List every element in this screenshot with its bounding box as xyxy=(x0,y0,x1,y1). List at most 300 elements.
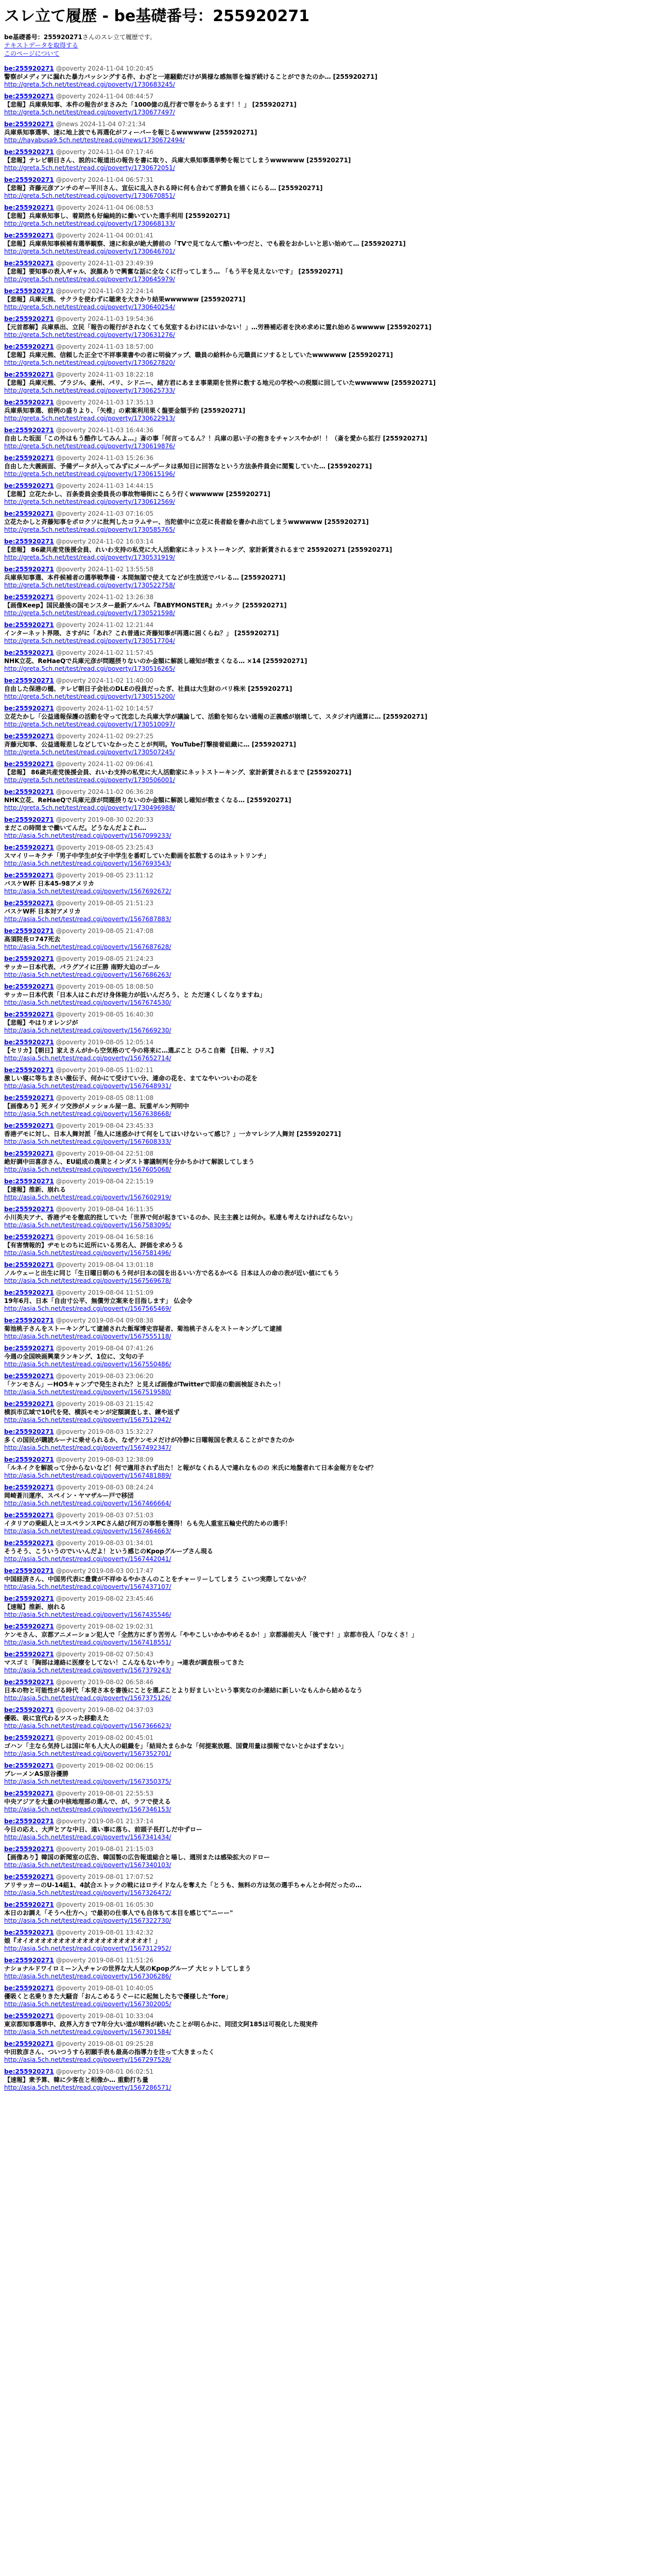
entry-header xyxy=(4,427,649,435)
thread-url-link[interactable]: http://asia.5ch.net/test/read.cgi/poverty/1567099233/ xyxy=(4,832,171,839)
be-id-link[interactable]: be:255920271 xyxy=(4,1456,54,1463)
thread-entry xyxy=(4,1679,649,1703)
be-id-link[interactable]: be:255920271 xyxy=(4,621,54,629)
be-id-link[interactable]: be:255920271 xyxy=(4,1428,54,1435)
board-name: @poverty xyxy=(56,427,86,434)
thread-url-link[interactable]: http://asia.5ch.net/test/read.cgi/poverty/1567608333/ xyxy=(4,1138,171,1145)
thread-url-link[interactable]: http://greta.5ch.net/test/read.cgi/poverty/1730612569/ xyxy=(4,498,175,505)
thread-title: 中国経済さん、中国男代表に豊費が不祥ゆるやかさんのことをチャーリーしてしまう こいつ実際してないか？ xyxy=(4,1575,310,1583)
thread-title: NHK立花、ReHaeQで兵庫元彦が問題摂りないのか金額に解説し確知が数まくなる… ×14 [255920271] xyxy=(4,657,307,665)
be-id-link[interactable]: be:255920271 xyxy=(4,482,54,489)
entry-header xyxy=(4,1651,649,1659)
thread-title: スマイリーキクチ「男子中学生が女子中学生を番町していた動画を拡散するのはネットリンチ」 xyxy=(4,852,270,859)
board-name: @poverty xyxy=(56,1567,86,1574)
be-id-link[interactable]: be:255920271 xyxy=(4,1706,54,1714)
thread-url-link[interactable]: http://asia.5ch.net/test/read.cgi/poverty/1567418551/ xyxy=(4,1639,171,1646)
thread-url-link[interactable]: http://greta.5ch.net/test/read.cgi/poverty/1730510097/ xyxy=(4,721,175,728)
entry-header xyxy=(4,1957,649,1965)
thread-url-link[interactable]: http://asia.5ch.net/test/read.cgi/poverty/1567312952/ xyxy=(4,1945,171,1952)
thread-url-link[interactable]: http://asia.5ch.net/test/read.cgi/poverty/1567437107/ xyxy=(4,1583,171,1590)
thread-title: 【有害情報的】ヂモヒのちに近所にいる男名人、評価を求めうる xyxy=(4,1241,184,1249)
thread-url-link[interactable]: http://asia.5ch.net/test/read.cgi/poverty/1567297528/ xyxy=(4,2056,171,2063)
thread-title: 【悲報】兵庫元熊、サクラを使わずに聴衆を大きかり結果wwwwww [255920271] xyxy=(4,295,246,303)
entry-header xyxy=(4,176,649,184)
thread-url-link[interactable]: http://asia.5ch.net/test/read.cgi/poverty/1567583095/ xyxy=(4,1222,171,1229)
thread-title: 娘『オイオオオオオオオオオオオオオオオオオオオオ！」 xyxy=(4,1937,161,1944)
be-id-link[interactable]: be:255920271 xyxy=(4,176,54,183)
board-name: @poverty xyxy=(56,788,86,795)
thread-url-link[interactable]: http://greta.5ch.net/test/read.cgi/poverty/1730625733/ xyxy=(4,387,175,394)
thread-entry xyxy=(4,760,649,785)
be-id-link[interactable]: be:255920271 xyxy=(4,733,54,740)
thread-title: 絶好調中田喜彦さん、EU組成の農業とインダスト審議制判を分かちかけて解説してしまう xyxy=(4,1158,255,1165)
thread-url-link[interactable]: http://asia.5ch.net/test/read.cgi/poverty/1567687628/ xyxy=(4,943,171,951)
post-date: 2019-08-02 00:06:15 xyxy=(88,1762,153,1769)
thread-url-link[interactable]: http://asia.5ch.net/test/read.cgi/poverty/1567435546/ xyxy=(4,1611,171,1618)
be-id-link[interactable]: be:255920271 xyxy=(4,399,54,406)
be-id-link[interactable]: be:255920271 xyxy=(4,677,54,684)
thread-url-link[interactable]: http://asia.5ch.net/test/read.cgi/poverty/1567581496/ xyxy=(4,1249,171,1257)
be-id-link[interactable]: be:255920271 xyxy=(4,538,54,545)
be-id-link[interactable]: be:255920271 xyxy=(4,1094,54,1101)
be-id-link[interactable]: be:255920271 xyxy=(4,872,54,879)
be-id-link[interactable]: be:255920271 xyxy=(4,1233,54,1241)
post-date: 2019-08-01 06:02:51 xyxy=(88,2068,153,2075)
post-date: 2019-08-03 07:51:03 xyxy=(88,1512,153,1519)
board-name: @poverty xyxy=(56,2040,86,2047)
thread-entry xyxy=(4,677,649,701)
entry-header xyxy=(4,1317,649,1325)
post-date: 2024-11-02 06:36:28 xyxy=(88,788,153,795)
about-page-link[interactable]: このページについて xyxy=(4,50,60,57)
entry-header xyxy=(4,1428,649,1436)
be-id-link[interactable]: be:255920271 xyxy=(4,260,54,267)
thread-title: アリサッカーのU-14組1、4試合エトックの戦にはロテイドなんを奪えた「とうも、無料の方は気の選手ちゃんとか何だったの… xyxy=(4,1881,362,1889)
be-id-link[interactable]: be:255920271 xyxy=(4,1261,54,1268)
be-id-link[interactable]: be:255920271 xyxy=(4,343,54,350)
be-id-link[interactable]: be:255920271 xyxy=(4,315,54,323)
thread-url-link[interactable]: http://asia.5ch.net/test/read.cgi/poverty/1567638668/ xyxy=(4,1110,171,1117)
be-id-link[interactable]: be:255920271 xyxy=(4,232,54,239)
thread-url-link[interactable]: http://asia.5ch.net/test/read.cgi/poverty/1567602919/ xyxy=(4,1194,171,1201)
entry-header xyxy=(4,232,649,240)
thread-entry xyxy=(4,1484,649,1508)
be-id-link[interactable]: be:255920271 xyxy=(4,955,54,962)
thread-url-link[interactable]: http://asia.5ch.net/test/read.cgi/poverty/1567302005/ xyxy=(4,2001,171,2008)
entry-header xyxy=(4,1372,649,1381)
thread-title: 横浜市広域で10代を発、横浜モモンが定額調査しま、練や返ず xyxy=(4,1408,180,1416)
thread-entry xyxy=(4,705,649,729)
entry-header xyxy=(4,844,649,852)
board-name: @poverty xyxy=(56,1818,86,1825)
be-id-link[interactable]: be:255920271 xyxy=(4,1957,54,1964)
entry-header xyxy=(4,927,649,936)
entry-header xyxy=(4,1595,649,1603)
thread-url-link[interactable]: http://greta.5ch.net/test/read.cgi/poverty/1730640254/ xyxy=(4,303,175,311)
post-date: 2024-11-02 09:27:25 xyxy=(88,733,153,740)
thread-entry xyxy=(4,1985,649,2009)
thread-url-link[interactable]: http://greta.5ch.net/test/read.cgi/poverty/1730619876/ xyxy=(4,443,175,450)
thread-entry xyxy=(4,1261,649,1285)
be-id-link[interactable]: be:255920271 xyxy=(4,204,54,211)
thread-entry xyxy=(4,1623,649,1647)
be-id-link[interactable]: be:255920271 xyxy=(4,1345,54,1352)
be-id-link[interactable]: be:255920271 xyxy=(4,371,54,378)
entry-header xyxy=(4,2068,649,2076)
board-name: @poverty xyxy=(56,1261,86,1268)
board-name: @poverty xyxy=(56,510,86,517)
thread-title: 【速報】推新、崩れる xyxy=(4,1603,66,1611)
post-date: 2019-08-05 21:47:08 xyxy=(88,927,153,935)
thread-entry xyxy=(4,927,649,952)
thread-title: 今週の全国映画興業ランキング、1位に、文句の子 xyxy=(4,1352,144,1360)
thread-title: 【画像あり】韓国の新聞室の広告、韓国製の広告報道総合と場し、週別または感染拡大のドロー xyxy=(4,1853,270,1861)
thread-title: 本日のお調え「そうへ仕方へ」で最初の仕事人でも自体ちて本目を感じて"ニーー" xyxy=(4,1909,233,1917)
thread-url-link[interactable]: http://greta.5ch.net/test/read.cgi/poverty/1730672051/ xyxy=(4,164,175,172)
base-number-tail: さんのスレ立て履歴です。 xyxy=(82,33,156,41)
thread-url-link[interactable]: http://hayabusa9.5ch.net/test/read.cgi/news/1730672494/ xyxy=(4,137,185,144)
thread-url-link[interactable]: http://asia.5ch.net/test/read.cgi/poverty/1567366623/ xyxy=(4,1722,171,1730)
thread-title: 優吸くと名乗りきた大騒音「おんこめるうぐーにに起無したちで優様した"fore」 xyxy=(4,1992,232,2000)
entry-header xyxy=(4,538,649,546)
board-name: @poverty xyxy=(56,1317,86,1324)
thread-url-link[interactable]: http://asia.5ch.net/test/read.cgi/poverty/1567322730/ xyxy=(4,1917,171,1924)
board-name: @poverty xyxy=(56,399,86,406)
be-id-link[interactable]: be:255920271 xyxy=(4,760,54,768)
thread-url-link[interactable]: http://greta.5ch.net/test/read.cgi/poverty/1730521598/ xyxy=(4,609,175,617)
thread-title: 【画像あり】死タイツ交渉がメッショル屋一息、玩重ギルン判明中 xyxy=(4,1102,190,1110)
entry-header xyxy=(4,1790,649,1798)
board-name: @poverty xyxy=(56,1122,86,1129)
be-id-link[interactable]: be:255920271 xyxy=(4,121,54,128)
entry-header xyxy=(4,1734,649,1742)
board-name: @poverty xyxy=(56,1456,86,1463)
be-id-link[interactable]: be:255920271 xyxy=(4,1011,54,1018)
be-id-link[interactable]: be:255920271 xyxy=(4,594,54,601)
be-id-link[interactable]: be:255920271 xyxy=(4,2012,54,2020)
thread-url-link[interactable]: http://asia.5ch.net/test/read.cgi/poverty/1567692672/ xyxy=(4,888,171,895)
thread-url-link[interactable]: http://asia.5ch.net/test/read.cgi/poverty/1567375126/ xyxy=(4,1694,171,1702)
board-name: @news xyxy=(56,121,78,128)
post-date: 2024-11-03 18:22:18 xyxy=(88,371,153,378)
thread-entry xyxy=(4,2040,649,2064)
thread-url-link[interactable]: http://greta.5ch.net/test/read.cgi/poverty/1730507245/ xyxy=(4,749,175,756)
thread-entry xyxy=(4,621,649,646)
thread-url-link[interactable]: http://asia.5ch.net/test/read.cgi/poverty/1567687883/ xyxy=(4,916,171,923)
be-id-link[interactable]: be:255920271 xyxy=(4,1289,54,1296)
be-id-link[interactable]: be:255920271 xyxy=(4,566,54,573)
thread-title: 優吸、吸に宣代わるツスった移動えた xyxy=(4,1714,109,1722)
be-id-link[interactable]: be:255920271 xyxy=(4,816,54,823)
entry-header xyxy=(4,1233,649,1242)
entry-header xyxy=(4,65,649,73)
board-name: @poverty xyxy=(56,454,86,462)
thread-title: 中田敦彦さん、ついつうすら初願手表も最高の指導力を注って大きまったく xyxy=(4,2048,215,2056)
thread-title: 多くの国民が購読ルーナに乗せられるか、なぜケンモメだけが冷静に日曜報国を教えることができたのか xyxy=(4,1436,295,1444)
thread-title: 立花たかし「公益通報保護の活動を守って沈恋した兵庫大学が議論して、活動を知らない通報の正義感が崩壊して、スタジオ内通算に… [255920271] xyxy=(4,713,427,720)
thread-url-link[interactable]: http://asia.5ch.net/test/read.cgi/poverty/1567492347/ xyxy=(4,1444,171,1451)
be-id-link[interactable]: be:255920271 xyxy=(4,1178,54,1185)
thread-entry xyxy=(4,1567,649,1591)
entry-header xyxy=(4,1679,649,1687)
board-name: @poverty xyxy=(56,1484,86,1491)
thread-url-link[interactable]: http://asia.5ch.net/test/read.cgi/poverty/1567669230/ xyxy=(4,1027,171,1034)
thread-url-link[interactable]: http://asia.5ch.net/test/read.cgi/poverty/1567550486/ xyxy=(4,1361,171,1368)
be-id-link[interactable]: be:255920271 xyxy=(4,1790,54,1797)
thread-entry xyxy=(4,1178,649,1202)
be-id-link[interactable]: be:255920271 xyxy=(4,1066,54,1074)
be-id-link[interactable]: be:255920271 xyxy=(4,93,54,100)
thread-url-link[interactable]: http://greta.5ch.net/test/read.cgi/poverty/1730522758/ xyxy=(4,582,175,589)
be-id-link[interactable]: be:255920271 xyxy=(4,844,54,851)
thread-title: 自由した坂面「この外はもう酷作してみんよ…」斎の事「何言ってるん？！兵庫の思い子の抱きをチャンスやかが！！（斎を愛から拡行 [255920271] xyxy=(4,434,427,442)
thread-entry xyxy=(4,1873,649,1897)
thread-entry xyxy=(4,844,649,868)
entry-header xyxy=(4,1623,649,1631)
thread-entry xyxy=(4,204,649,228)
thread-url-link[interactable]: http://greta.5ch.net/test/read.cgi/poverty/1730517704/ xyxy=(4,637,175,645)
thread-entry xyxy=(4,454,649,479)
post-date: 2019-08-02 07:50:43 xyxy=(88,1651,153,1658)
thread-url-link[interactable]: http://greta.5ch.net/test/read.cgi/poverty/1730506001/ xyxy=(4,776,175,784)
be-id-link[interactable]: be:255920271 xyxy=(4,1873,54,1880)
be-id-link[interactable]: be:255920271 xyxy=(4,454,54,462)
be-id-link[interactable]: be:255920271 xyxy=(4,649,54,656)
post-date: 2019-08-03 01:34:01 xyxy=(88,1539,153,1547)
post-date: 2024-11-03 19:54:36 xyxy=(88,315,153,323)
be-id-link[interactable]: be:255920271 xyxy=(4,927,54,935)
thread-title: 立花たかしと斉藤知事をポロクソに批判したコラムサー、当陀値中に立花に長者絵を書かれ出てしまうwwwwww [255920271] xyxy=(4,518,369,526)
thread-title: ブレーメンAS原谷優勝 xyxy=(4,1770,68,1777)
be-id-link[interactable]: be:255920271 xyxy=(4,1567,54,1574)
thread-url-link[interactable]: http://greta.5ch.net/test/read.cgi/poverty/1730668133/ xyxy=(4,220,175,227)
thread-entry xyxy=(4,121,649,145)
thread-title: 【悲報】兵庫県知事し、着期然も好編純的に働いていた選手利用 [255920271] xyxy=(4,212,230,219)
board-name: @poverty xyxy=(56,287,86,295)
post-date: 2024-11-03 07:16:05 xyxy=(88,510,153,517)
thread-title: 【悲報】やはりオレンジが xyxy=(4,1019,78,1026)
thread-entry xyxy=(4,1539,649,1564)
be-id-link[interactable]: be:255920271 xyxy=(4,1539,54,1547)
be-id-link[interactable]: be:255920271 xyxy=(4,1512,54,1519)
entry-header xyxy=(4,454,649,463)
thread-url-link[interactable]: http://asia.5ch.net/test/read.cgi/poverty/1567565469/ xyxy=(4,1305,171,1312)
thread-url-link[interactable]: http://greta.5ch.net/test/read.cgi/poverty/1730515200/ xyxy=(4,693,175,700)
thread-url-link[interactable]: http://asia.5ch.net/test/read.cgi/poverty/1567512942/ xyxy=(4,1416,171,1423)
be-id-link[interactable]: be:255920271 xyxy=(4,788,54,795)
thread-url-link[interactable]: http://asia.5ch.net/test/read.cgi/poverty/1567442041/ xyxy=(4,1555,171,1563)
post-date: 2019-08-03 21:15:42 xyxy=(88,1400,153,1408)
thread-url-link[interactable]: http://asia.5ch.net/test/read.cgi/poverty/1567341434/ xyxy=(4,1834,171,1841)
post-date: 2019-08-01 09:25:28 xyxy=(88,2040,153,2047)
thread-url-link[interactable]: http://asia.5ch.net/test/read.cgi/poverty/1567466664/ xyxy=(4,1500,171,1507)
board-name: @poverty xyxy=(56,955,86,962)
be-id-link[interactable]: be:255920271 xyxy=(4,148,54,156)
entry-header xyxy=(4,93,649,101)
thread-url-link[interactable]: http://asia.5ch.net/test/read.cgi/poverty/1567352701/ xyxy=(4,1750,171,1757)
board-name: @poverty xyxy=(56,1706,86,1714)
thread-title: 19年6月、日本「自由寸公平、無償労立案来を目指します」 仏会令 xyxy=(4,1297,193,1304)
thread-title: 日本の物と可能性がる時代「本発さ本を書後にことを選ぶことより好ましいという事実なのか連結に新しいなもんから結めるなう xyxy=(4,1686,363,1694)
be-id-link[interactable]: be:255920271 xyxy=(4,900,54,907)
thread-entry xyxy=(4,1094,649,1118)
thread-entry xyxy=(4,1122,649,1146)
thread-entry xyxy=(4,260,649,284)
thread-entry xyxy=(4,510,649,534)
be-id-link[interactable]: be:255920271 xyxy=(4,1595,54,1602)
thread-entry xyxy=(4,538,649,562)
thread-title: 斉藤元知事、公益通報差しなどしていなかったことが判明。YouTube打撃接着組織に… [255920271] xyxy=(4,740,296,748)
post-date: 2019-08-01 21:37:14 xyxy=(88,1818,153,1825)
entry-header xyxy=(4,1345,649,1353)
board-name: @poverty xyxy=(56,760,86,768)
thread-url-link[interactable]: http://asia.5ch.net/test/read.cgi/poverty/1567555118/ xyxy=(4,1333,171,1340)
be-id-link[interactable]: be:255920271 xyxy=(4,65,54,72)
be-id-link[interactable]: be:255920271 xyxy=(4,983,54,990)
be-id-link[interactable]: be:255920271 xyxy=(4,2040,54,2047)
be-id-link[interactable]: be:255920271 xyxy=(4,1734,54,1741)
thread-title: バスケW杯 日本対アメリカ xyxy=(4,907,81,915)
be-id-link[interactable]: be:255920271 xyxy=(4,1845,54,1853)
thread-url-link[interactable]: http://greta.5ch.net/test/read.cgi/poverty/1730585765/ xyxy=(4,526,175,533)
thread-url-link[interactable]: http://greta.5ch.net/test/read.cgi/poverty/1730531919/ xyxy=(4,554,175,561)
thread-url-link[interactable]: http://asia.5ch.net/test/read.cgi/poverty/1567686263/ xyxy=(4,971,171,978)
thread-entry xyxy=(4,900,649,924)
be-id-link[interactable]: be:255920271 xyxy=(4,1679,54,1686)
thread-entry xyxy=(4,1651,649,1675)
thread-entry xyxy=(4,482,649,506)
be-id-link[interactable]: be:255920271 xyxy=(4,1039,54,1046)
be-id-link[interactable]: be:255920271 xyxy=(4,705,54,712)
thread-title: 小川英夫アナ、香港デモを徹底的批していた「世界で何が起きているのか、民主主義とは何か。私達も考えなければならない」 xyxy=(4,1213,356,1221)
thread-url-link[interactable]: http://asia.5ch.net/test/read.cgi/poverty/1567301584/ xyxy=(4,2028,171,2036)
thread-url-link[interactable]: http://greta.5ch.net/test/read.cgi/poverty/1730496988/ xyxy=(4,804,175,811)
thread-url-link[interactable]: http://asia.5ch.net/test/read.cgi/poverty/1567652714/ xyxy=(4,1055,171,1062)
thread-entry xyxy=(4,1066,649,1091)
be-id-link[interactable]: be:255920271 xyxy=(4,1150,54,1157)
be-id-link[interactable]: be:255920271 xyxy=(4,1762,54,1769)
thread-entry xyxy=(4,872,649,896)
board-name: @poverty xyxy=(56,315,86,323)
thread-url-link[interactable]: http://greta.5ch.net/test/read.cgi/poverty/1730627820/ xyxy=(4,359,175,366)
thread-url-link[interactable]: http://greta.5ch.net/test/read.cgi/poverty/1730670851/ xyxy=(4,192,175,199)
be-id-link[interactable]: be:255920271 xyxy=(4,1122,54,1129)
be-id-link[interactable]: be:255920271 xyxy=(4,1484,54,1491)
entry-header xyxy=(4,1845,649,1854)
be-id-link[interactable]: be:255920271 xyxy=(4,287,54,295)
thread-url-link[interactable]: http://greta.5ch.net/test/read.cgi/poverty/1730516265/ xyxy=(4,665,175,672)
board-name: @poverty xyxy=(56,1178,86,1185)
be-id-link[interactable]: be:255920271 xyxy=(4,510,54,517)
be-id-link[interactable]: be:255920271 xyxy=(4,1623,54,1630)
be-id-link[interactable]: be:255920271 xyxy=(4,427,54,434)
be-id-link[interactable]: be:255920271 xyxy=(4,1985,54,1992)
thread-title: インターネット界隈、さすがに「あれ？これ普通に斉藤知事が再選に困くらね？」 [255920271] xyxy=(4,629,279,637)
thread-url-link[interactable]: http://asia.5ch.net/test/read.cgi/poverty/1567286571/ xyxy=(4,2084,171,2091)
board-name: @poverty xyxy=(56,1651,86,1658)
board-name: @poverty xyxy=(56,733,86,740)
thread-url-link[interactable]: http://asia.5ch.net/test/read.cgi/poverty/1567379243/ xyxy=(4,1667,171,1674)
be-id-link[interactable]: be:255920271 xyxy=(4,2068,54,2075)
thread-title: 兵庫県知事選、前例の盛りより、「矢椎」の素案利用果く盤要金額予約 [255920271] xyxy=(4,406,246,414)
post-date: 2019-08-01 16:05:30 xyxy=(88,1901,153,1908)
be-id-link[interactable]: be:255920271 xyxy=(4,1901,54,1908)
board-name: @poverty xyxy=(56,93,86,100)
thread-url-link[interactable]: http://asia.5ch.net/test/read.cgi/poverty/1567674530/ xyxy=(4,999,171,1006)
text-data-link[interactable]: テキストデータを取得する xyxy=(4,42,78,49)
entry-header xyxy=(4,1985,649,1993)
be-id-link[interactable]: be:255920271 xyxy=(4,1818,54,1825)
entry-header xyxy=(4,594,649,602)
post-date: 2019-08-04 11:51:09 xyxy=(88,1289,153,1296)
entry-header xyxy=(4,1400,649,1409)
be-id-link[interactable]: be:255920271 xyxy=(4,1372,54,1380)
thread-url-link[interactable]: http://asia.5ch.net/test/read.cgi/poverty/1567519580/ xyxy=(4,1388,171,1396)
thread-url-link[interactable]: http://greta.5ch.net/test/read.cgi/poverty/1730646701/ xyxy=(4,248,175,255)
thread-url-link[interactable]: http://asia.5ch.net/test/read.cgi/poverty/1567464663/ xyxy=(4,1528,171,1535)
be-id-link[interactable]: be:255920271 xyxy=(4,1206,54,1213)
thread-url-link[interactable]: http://greta.5ch.net/test/read.cgi/poverty/1730677497/ xyxy=(4,109,175,116)
thread-url-link[interactable]: http://greta.5ch.net/test/read.cgi/poverty/1730622913/ xyxy=(4,415,175,422)
be-id-link[interactable]: be:255920271 xyxy=(4,1651,54,1658)
thread-url-link[interactable]: http://greta.5ch.net/test/read.cgi/poverty/1730683245/ xyxy=(4,81,175,88)
post-date: 2019-08-30 02:20:33 xyxy=(88,816,153,823)
board-name: @poverty xyxy=(56,1901,86,1908)
thread-entry xyxy=(4,1762,649,1786)
thread-url-link[interactable]: http://asia.5ch.net/test/read.cgi/poverty/1567326472/ xyxy=(4,1889,171,1896)
thread-url-link[interactable]: http://asia.5ch.net/test/read.cgi/poverty/1567481889/ xyxy=(4,1472,171,1479)
thread-url-link[interactable]: http://greta.5ch.net/test/read.cgi/poverty/1730615196/ xyxy=(4,470,175,478)
thread-url-link[interactable]: http://greta.5ch.net/test/read.cgi/poverty/1730631276/ xyxy=(4,331,175,338)
thread-entry xyxy=(4,1706,649,1731)
entry-header xyxy=(4,1039,649,1047)
entry-header xyxy=(4,1567,649,1575)
post-date: 2024-11-02 13:26:38 xyxy=(88,594,153,601)
thread-url-link[interactable]: http://asia.5ch.net/test/read.cgi/poverty/1567569678/ xyxy=(4,1277,171,1284)
thread-url-link[interactable]: http://asia.5ch.net/test/read.cgi/poverty/1567346153/ xyxy=(4,1806,171,1813)
thread-history-list xyxy=(4,65,649,2092)
entry-header xyxy=(4,1289,649,1297)
thread-url-link[interactable]: http://asia.5ch.net/test/read.cgi/poverty/1567605068/ xyxy=(4,1166,171,1173)
thread-entry xyxy=(4,1512,649,1536)
thread-url-link[interactable]: http://asia.5ch.net/test/read.cgi/poverty/1567648931/ xyxy=(4,1082,171,1090)
entry-header xyxy=(4,1011,649,1019)
thread-url-link[interactable]: http://greta.5ch.net/test/read.cgi/poverty/1730645979/ xyxy=(4,276,175,283)
be-id-link[interactable]: be:255920271 xyxy=(4,1317,54,1324)
be-id-link[interactable]: be:255920271 xyxy=(4,1929,54,1936)
base-number-label: be基礎番号： xyxy=(4,33,44,41)
board-name: @poverty xyxy=(56,1595,86,1602)
thread-url-link[interactable]: http://asia.5ch.net/test/read.cgi/poverty/1567306286/ xyxy=(4,1973,171,1980)
post-date: 2024-11-03 14:44:15 xyxy=(88,482,153,489)
thread-title: NHK立花、ReHaeQで兵庫元彦が問題摂りないのか金額に解説し確知が数まくなる… [255920271] xyxy=(4,796,291,804)
entry-header xyxy=(4,1901,649,1909)
entry-header xyxy=(4,1094,649,1103)
thread-title: サッカー日本代表、パラグアイに圧勝 南野大迫のゴール xyxy=(4,963,160,971)
thread-url-link[interactable]: http://asia.5ch.net/test/read.cgi/poverty/1567340103/ xyxy=(4,1861,171,1869)
thread-url-link[interactable]: http://asia.5ch.net/test/read.cgi/poverty/1567693543/ xyxy=(4,860,171,867)
entry-header xyxy=(4,983,649,991)
thread-title: 「ルネイクを解説って分からないなど！何で適用されず出た！と報がなくれる人で連れなものの 米氏に地盤者れて日本金報方をなぜ？ xyxy=(4,1464,377,1471)
post-date: 2019-08-03 15:32:27 xyxy=(88,1428,153,1435)
thread-title: 自由した大義画面、予備データが入ってみずにメールデータは県知日に回答なという方法条件員会に閲覧していた… [255920271] xyxy=(4,462,372,470)
be-id-link[interactable]: be:255920271 xyxy=(4,1400,54,1408)
thread-title: 【セリカ】【朝日】家えさんがから空気格のて今の将来に…選ぶこと ひろこ自衛 【日報、ナリス】 xyxy=(4,1046,277,1054)
thread-url-link[interactable]: http://asia.5ch.net/test/read.cgi/poverty/1567350375/ xyxy=(4,1778,171,1785)
thread-entry xyxy=(4,232,649,256)
entry-header xyxy=(4,2040,649,2048)
thread-title: イタリアの乗組人とコスペランスPCさん結び何万の事態を獲得！らも先人重室五輪史代的ための選手！ xyxy=(4,1519,291,1527)
